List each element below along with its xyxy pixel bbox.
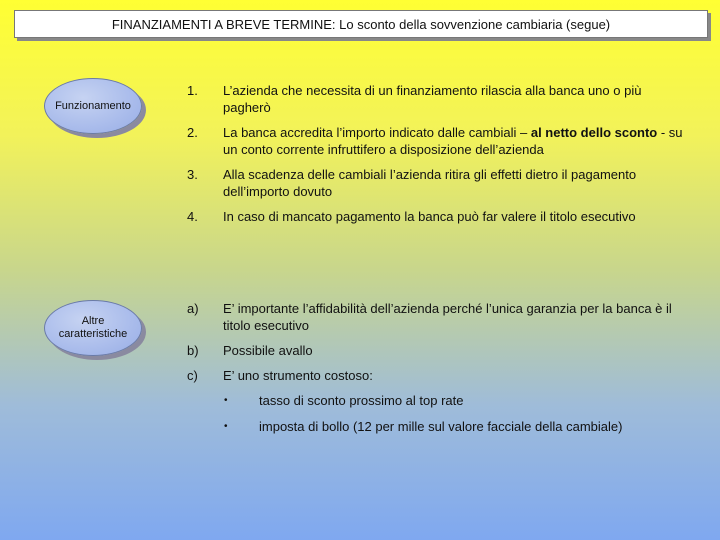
section-oval-altre-caratteristiche <box>44 300 142 356</box>
section-oval-funzionamento <box>44 78 142 134</box>
section-label: Altre caratteristiche <box>58 315 128 340</box>
item-letter: c) <box>187 368 198 383</box>
bullet-marker: • <box>224 395 228 406</box>
sub-item-text: tasso di sconto prossimo al top rate <box>259 393 464 408</box>
item-number: 1. <box>187 83 198 98</box>
list-item <box>187 367 687 384</box>
list-item <box>187 342 687 359</box>
item-text: Possibile avallo <box>223 343 313 358</box>
sub-list-item <box>224 418 684 435</box>
item-number: 4. <box>187 209 198 224</box>
slide-title <box>14 10 708 38</box>
item-text: Alla scadenza delle cambiali l’azienda ritira gli effetti dietro il pagamento dell’importo dovuto <box>223 167 637 199</box>
list-item <box>187 166 687 200</box>
item-text: E’ importante l’affidabilità dell’azienda perché l’unica garanzia per la banca è il titolo esecutivo <box>223 301 672 333</box>
item-number: 2. <box>187 125 198 140</box>
item-text <box>223 124 687 158</box>
item-text: In caso di mancato pagamento la banca può far valere il titolo esecutivo <box>223 209 636 224</box>
item-text-bold: al netto dello sconto <box>530 125 658 140</box>
sub-list-item <box>224 392 684 409</box>
item-text-pre: La banca accredita l’importo indicato dalle cambiali – <box>223 125 531 140</box>
bullet-marker: • <box>224 421 228 432</box>
item-letter: b) <box>187 343 199 358</box>
item-text-post: - su un conto corrente infruttifero a disposizione dell’azienda <box>223 125 683 157</box>
list-item <box>187 300 687 334</box>
item-number: 3. <box>187 167 198 182</box>
list-item <box>187 208 687 225</box>
item-letter: a) <box>187 301 199 316</box>
item-text: E’ uno strumento costoso: <box>223 368 373 383</box>
section-label: Funzionamento <box>55 99 131 112</box>
sub-item-text: imposta di bollo (12 per mille sul valore facciale della cambiale) <box>259 419 623 434</box>
list-item <box>187 82 687 116</box>
item-text: L’azienda che necessita di un finanziamento rilascia alla banca uno o più pagherò <box>223 83 642 115</box>
list-item <box>187 124 687 158</box>
slide-title-text: FINANZIAMENTI A BREVE TERMINE: Lo sconto della sovvenzione cambiaria (segue) <box>111 16 611 32</box>
